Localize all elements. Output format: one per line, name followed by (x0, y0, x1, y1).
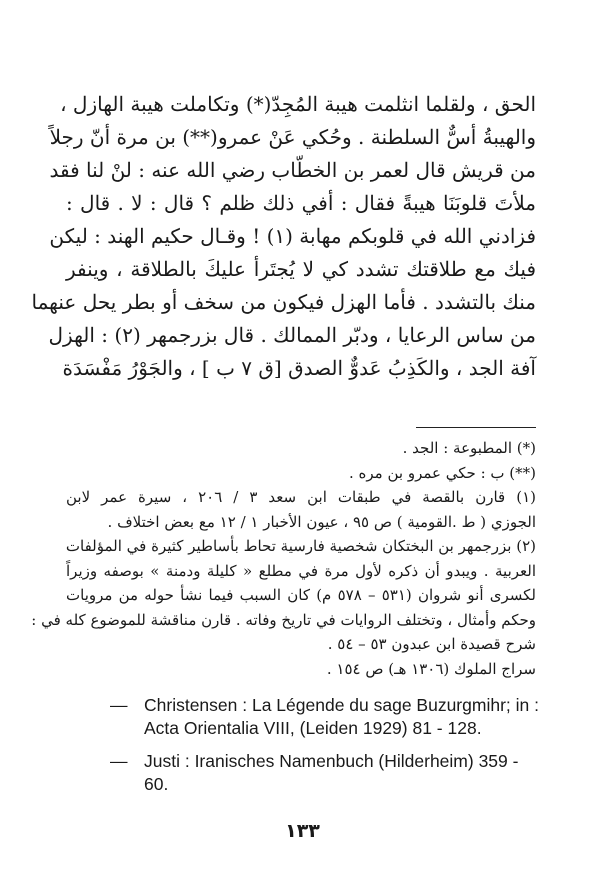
footnote-line: (١) قارن بالقصة في طبقات ابن سعد ٣ / ٢٠٦ ، سيرة عمر لابن (66, 488, 536, 506)
footnote-line: (*) المطبوعة : الجد . (402, 439, 536, 457)
footnote-separator (416, 427, 536, 428)
footnote-line: (٢) بزرجمهر بن البختكان شخصية فارسية تحاط بأساطير كثيرة في المؤلفات (65, 537, 536, 555)
bibliography-references (110, 694, 540, 806)
reference-entry (110, 750, 540, 796)
body-line: من قريش قال لعمر بن الخطّاب رضي الله عنه : لنْ لنا فقد (49, 158, 536, 182)
reference-dash: — (110, 751, 128, 771)
body-line: منك بالتشدد . فأما الهزل فيكون من سخف أو بطر يحل عنهما (31, 290, 536, 314)
body-line: والهيبةُ أسٌّ السلطنة . وحُكي عَنْ عمرو(**) بن مرة أنّ رجلاً (49, 125, 536, 149)
body-line: فيك مع طلاقتك تشدد كي لا يُجتَرأ عليكَ بالطلاقة ، وينفر (66, 257, 536, 281)
footnote-line: لكسرى أنو شروان (٥٣١ – ٥٧٨ م) كان السبب فيما نشأ حوله من مرويات (66, 586, 536, 604)
footnote-line: العربية . ويبدو أن ذكره لأول مرة في مطلع « كليلة ودمنة » بوصفه وزيراً (66, 561, 536, 580)
reference-text: Christensen : La Légende du sage Buzurgmihr; in : Acta Orientalia VIII, (Leiden 1929) 81 - 128. (144, 695, 539, 738)
footnote-line: الجوزي ( ط .القومية ) ص ٩٥ ، عيون الأخبار ١ / ١٢ مع بعض اختلاف . (107, 512, 536, 531)
footnote-line: (**) ب : حكي عمرو بن مره . (349, 463, 536, 482)
page-number: ١٣٣ (285, 820, 320, 842)
reference-entry (110, 694, 540, 740)
footnotes (31, 436, 536, 681)
body-line: الحق ، ولقلما انثلمت هيبة المُجِدّ(*) وتكاملت هيبة الهازل ، (60, 92, 536, 116)
body-line: من ساس الرعايا ، ودبّر الممالك . قال بزرجمهر (٢) : الهزل (48, 323, 536, 347)
footnote-line: سراج الملوك (١٣٠٦ هـ) ص ١٥٤ . (326, 659, 536, 678)
footnote-line: شرح قصيدة ابن عبدون ٥٣ – ٥٤ . (327, 635, 536, 653)
footnote-line: وحكم وأمثال ، وتختلف الروايات في تاريخ وفاته . قارن مناقشة للموضوع كله في : (31, 610, 536, 629)
body-line: آفة الجد ، والكَذِبُ عَدوٌّ الصدق [ق ٧ ب ] ، والجَوْرُ مَفْسَدَة (62, 356, 536, 380)
body-line: فزادني الله في قلوبكم مهابة (١) ! وقـال حكيم الهند : ليكن (49, 224, 536, 248)
reference-text: Justi : Iranisches Namenbuch (Hilderheim) 359 - 60. (144, 751, 519, 794)
body-line: ملأتَ قلوبَنَا هيبةً فقال : أفي ذلك ظلم ؟ قال : لا . قال : (66, 191, 536, 215)
reference-dash: — (110, 695, 128, 715)
main-body-text (31, 88, 536, 385)
